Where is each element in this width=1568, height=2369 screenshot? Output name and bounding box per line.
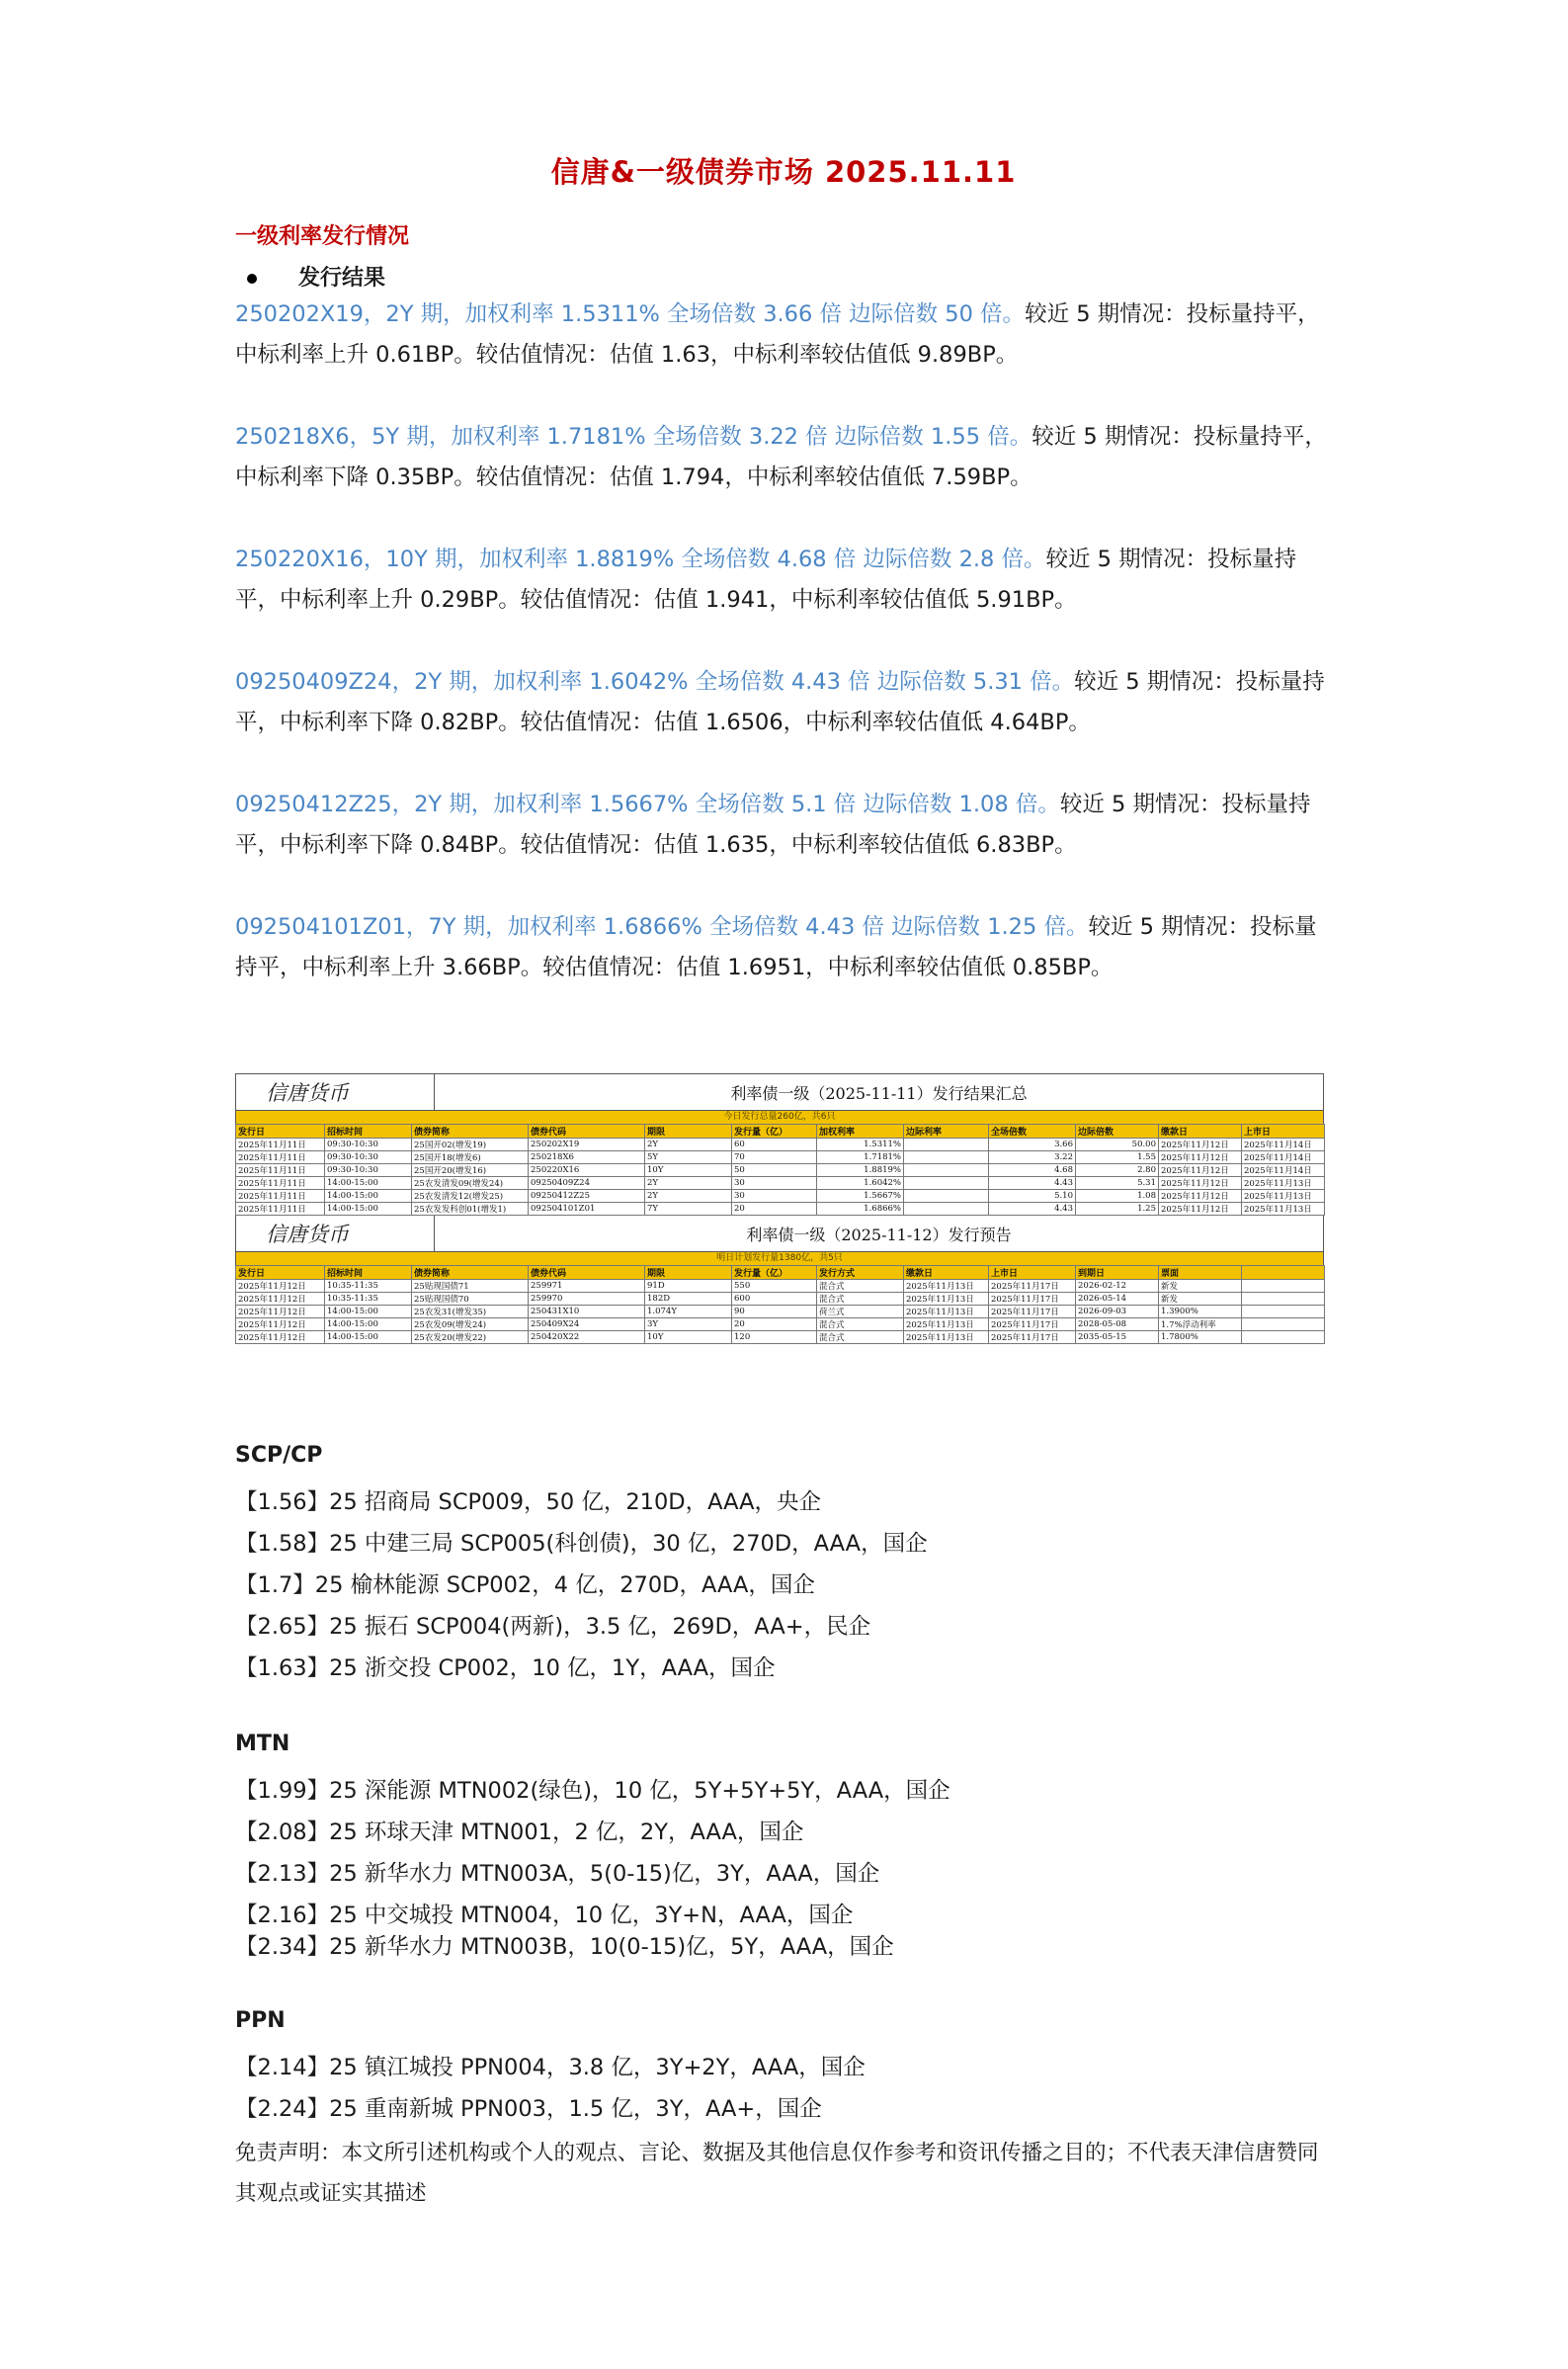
table-cell: 09:30-10:30 bbox=[325, 1164, 412, 1177]
table-cell: 2025年11月14日 bbox=[1242, 1151, 1325, 1164]
table-cell: 09:30-10:30 bbox=[325, 1139, 412, 1151]
table-cell: 90 bbox=[732, 1306, 817, 1318]
table-cell bbox=[904, 1203, 989, 1216]
section-title: 一级利率发行情况 bbox=[235, 224, 410, 249]
table-cell: 2025年11月11日 bbox=[236, 1164, 325, 1177]
table-cell: 1.55 bbox=[1076, 1151, 1159, 1164]
table-cell: 550 bbox=[732, 1280, 817, 1293]
result-paragraph bbox=[235, 785, 1332, 866]
summary-column-header: 期限 bbox=[645, 1125, 732, 1139]
summary-column-header: 发行量（亿） bbox=[732, 1125, 817, 1139]
table-cell: 1.8819% bbox=[817, 1164, 904, 1177]
table-cell: 91D bbox=[645, 1280, 732, 1293]
forecast-column-header: 缴款日 bbox=[904, 1266, 989, 1280]
table-cell: 2025年11月13日 bbox=[1242, 1190, 1325, 1203]
table-cell: 5.10 bbox=[989, 1190, 1076, 1203]
table-cell: 2025年11月13日 bbox=[904, 1318, 989, 1331]
table-cell: 1.3900% bbox=[1159, 1306, 1242, 1318]
result-detail: 较近 5 期情况：投标量持平，中标利率上升 3.66BP。较估值情况：估值 1.6951，中标利率较估值低 0.85BP。 bbox=[235, 914, 1317, 980]
bullet-label: 发行结果 bbox=[298, 266, 386, 291]
table-cell: 4.68 bbox=[989, 1164, 1076, 1177]
table-cell: 250202X19 bbox=[529, 1139, 645, 1151]
forecast-table-banner: 明日计划发行量1380亿，共5只 bbox=[235, 1252, 1324, 1265]
forecast-column-header bbox=[1242, 1266, 1325, 1280]
table-cell: 新发 bbox=[1159, 1280, 1242, 1293]
list-item: 【2.34】25 新华水力 MTN003B，10(0-15)亿，5Y，AAA，国企 bbox=[235, 1934, 894, 1960]
table-cell: 092504101Z01 bbox=[529, 1203, 645, 1216]
table-cell: 30 bbox=[732, 1177, 817, 1190]
table-cell: 1.7181% bbox=[817, 1151, 904, 1164]
table-cell: 10:35-11:35 bbox=[325, 1280, 412, 1293]
result-summary: 250202X19，2Y 期，加权利率 1.5311% 全场倍数 3.66 倍 边际倍数 50 倍。 bbox=[235, 301, 1026, 327]
table-cell: 14:00-15:00 bbox=[325, 1203, 412, 1216]
table-cell: 2026-05-14 bbox=[1076, 1293, 1159, 1306]
table-cell bbox=[904, 1164, 989, 1177]
forecast-table-header bbox=[235, 1216, 1324, 1252]
forecast-column-header: 债券简称 bbox=[412, 1266, 529, 1280]
summary-column-header: 发行日 bbox=[236, 1125, 325, 1139]
table-cell: 2026-09-03 bbox=[1076, 1306, 1159, 1318]
table-cell: 25农发09(增发24) bbox=[412, 1318, 529, 1331]
table-cell: 2025年11月12日 bbox=[1159, 1151, 1242, 1164]
table-cell: 2025年11月12日 bbox=[236, 1280, 325, 1293]
summary-table-logo: 信唐货币 bbox=[236, 1074, 435, 1110]
table-cell: 2025年11月11日 bbox=[236, 1190, 325, 1203]
table-cell: 2025年11月11日 bbox=[236, 1203, 325, 1216]
table-cell: 2025年11月17日 bbox=[989, 1280, 1076, 1293]
issuance-tables-image bbox=[235, 1073, 1324, 1344]
summary-column-header: 债券代码 bbox=[529, 1125, 645, 1139]
result-paragraph bbox=[235, 662, 1332, 743]
table-row bbox=[236, 1164, 1325, 1177]
table-cell: 1.6042% bbox=[817, 1177, 904, 1190]
list-item: 【1.56】25 招商局 SCP009，50 亿，210D，AAA，央企 bbox=[235, 1489, 822, 1515]
table-cell: 2025年11月13日 bbox=[1242, 1177, 1325, 1190]
table-cell: 1.7800% bbox=[1159, 1331, 1242, 1344]
forecast-column-header: 招标时间 bbox=[325, 1266, 412, 1280]
table-row bbox=[236, 1139, 1325, 1151]
table-cell: 1.25 bbox=[1076, 1203, 1159, 1216]
table-cell bbox=[1242, 1331, 1325, 1344]
table-cell: 25贴现国债70 bbox=[412, 1293, 529, 1306]
result-detail: 较近 5 期情况：投标量持平，中标利率下降 0.84BP。较估值情况：估值 1.635，中标利率较估值低 6.83BP。 bbox=[235, 792, 1311, 858]
table-cell: 5.31 bbox=[1076, 1177, 1159, 1190]
summary-column-header: 边际倍数 bbox=[1076, 1125, 1159, 1139]
table-cell: 25农发20(增发22) bbox=[412, 1331, 529, 1344]
table-cell: 2025年11月13日 bbox=[1242, 1203, 1325, 1216]
table-cell: 25农发清发09(增发24) bbox=[412, 1177, 529, 1190]
table-cell: 2025年11月12日 bbox=[1159, 1139, 1242, 1151]
table-cell: 25农发清发12(增发25) bbox=[412, 1190, 529, 1203]
table-cell: 2.80 bbox=[1076, 1164, 1159, 1177]
table-cell: 2025年11月17日 bbox=[989, 1331, 1076, 1344]
table-cell: 259970 bbox=[529, 1293, 645, 1306]
table-cell: 25农发发科创01(增发1) bbox=[412, 1203, 529, 1216]
list-item: 【1.58】25 中建三局 SCP005(科创债)，30 亿，270D，AAA，国企 bbox=[235, 1531, 928, 1557]
table-cell: 混合式 bbox=[817, 1318, 904, 1331]
table-cell: 2025年11月17日 bbox=[989, 1318, 1076, 1331]
forecast-column-header: 债券代码 bbox=[529, 1266, 645, 1280]
table-cell: 70 bbox=[732, 1151, 817, 1164]
summary-column-header: 缴款日 bbox=[1159, 1125, 1242, 1139]
table-cell bbox=[904, 1151, 989, 1164]
table-row bbox=[236, 1190, 1325, 1203]
summary-table-title: 利率债一级（2025-11-11）发行结果汇总 bbox=[730, 1083, 1028, 1103]
table-row bbox=[236, 1306, 1325, 1318]
table-cell: 2025年11月12日 bbox=[1159, 1177, 1242, 1190]
list-heading-scp-cp: SCP/CP bbox=[235, 1443, 323, 1468]
list-item: 【2.08】25 环球天津 MTN001，2 亿，2Y，AAA，国企 bbox=[235, 1819, 804, 1845]
table-cell: 2025年11月13日 bbox=[904, 1331, 989, 1344]
summary-column-header: 边际利率 bbox=[904, 1125, 989, 1139]
table-cell: 5Y bbox=[645, 1151, 732, 1164]
table-cell: 2025年11月12日 bbox=[236, 1318, 325, 1331]
table-cell: 新发 bbox=[1159, 1293, 1242, 1306]
result-detail: 较近 5 期情况：投标量持平，中标利率下降 0.82BP。较估值情况：估值 1.6506，中标利率较估值低 4.64BP。 bbox=[235, 669, 1325, 735]
bullet-heading bbox=[235, 261, 385, 292]
table-cell bbox=[1242, 1306, 1325, 1318]
table-row bbox=[236, 1318, 1325, 1331]
list-item: 【2.65】25 振石 SCP004(两新)，3.5 亿，269D，AA+，民企 bbox=[235, 1614, 871, 1640]
table-cell: 混合式 bbox=[817, 1331, 904, 1344]
table-cell bbox=[904, 1177, 989, 1190]
table-cell: 混合式 bbox=[817, 1293, 904, 1306]
table-cell: 14:00-15:00 bbox=[325, 1318, 412, 1331]
summary-column-header: 全场倍数 bbox=[989, 1125, 1076, 1139]
result-paragraph bbox=[235, 540, 1332, 621]
table-cell: 2Y bbox=[645, 1177, 732, 1190]
table-cell: 14:00-15:00 bbox=[325, 1306, 412, 1318]
forecast-column-header: 到期日 bbox=[1076, 1266, 1159, 1280]
forecast-header-row bbox=[236, 1266, 1325, 1280]
list-heading-mtn: MTN bbox=[235, 1732, 290, 1756]
forecast-table-title: 利率债一级（2025-11-12）发行预告 bbox=[746, 1225, 1012, 1244]
table-cell: 1.5667% bbox=[817, 1190, 904, 1203]
list-item: 【2.14】25 镇江城投 PPN004，3.8 亿，3Y+2Y，AAA，国企 bbox=[235, 2055, 866, 2080]
table-cell: 2025年11月12日 bbox=[236, 1331, 325, 1344]
table-cell bbox=[1242, 1318, 1325, 1331]
list-heading-ppn: PPN bbox=[235, 2008, 286, 2033]
table-cell: 2025年11月13日 bbox=[904, 1306, 989, 1318]
table-cell: 09250412Z25 bbox=[529, 1190, 645, 1203]
table-cell: 2025年11月12日 bbox=[1159, 1203, 1242, 1216]
table-row bbox=[236, 1280, 1325, 1293]
table-row bbox=[236, 1331, 1325, 1344]
table-cell: 250431X10 bbox=[529, 1306, 645, 1318]
table-cell: 1.5311% bbox=[817, 1139, 904, 1151]
result-summary: 09250409Z24，2Y 期，加权利率 1.6042% 全场倍数 4.43 倍 边际倍数 5.31 倍。 bbox=[235, 669, 1075, 695]
table-cell: 30 bbox=[732, 1190, 817, 1203]
list-item: 【2.13】25 新华水力 MTN003A，5(0-15)亿，3Y，AAA，国企 bbox=[235, 1861, 880, 1887]
table-cell: 20 bbox=[732, 1318, 817, 1331]
summary-table-banner: 今日发行总量260亿，共6只 bbox=[235, 1111, 1324, 1124]
list-item: 【2.24】25 重南新城 PPN003，1.5 亿，3Y，AA+，国企 bbox=[235, 2096, 822, 2122]
table-cell: 50 bbox=[732, 1164, 817, 1177]
table-cell: 2035-05-15 bbox=[1076, 1331, 1159, 1344]
table-cell: 4.43 bbox=[989, 1203, 1076, 1216]
summary-header-row bbox=[236, 1125, 1325, 1139]
table-cell: 14:00-15:00 bbox=[325, 1190, 412, 1203]
list-item: 【1.7】25 榆林能源 SCP002，4 亿，270D，AAA，国企 bbox=[235, 1572, 815, 1598]
table-cell bbox=[1242, 1293, 1325, 1306]
table-cell: 1.6866% bbox=[817, 1203, 904, 1216]
table-cell: 1.074Y bbox=[645, 1306, 732, 1318]
table-cell: 3.66 bbox=[989, 1139, 1076, 1151]
summary-column-header: 债券简称 bbox=[412, 1125, 529, 1139]
table-cell: 60 bbox=[732, 1139, 817, 1151]
forecast-column-header: 票面 bbox=[1159, 1266, 1242, 1280]
table-row bbox=[236, 1151, 1325, 1164]
table-cell: 250218X6 bbox=[529, 1151, 645, 1164]
table-cell: 2Y bbox=[645, 1139, 732, 1151]
table-cell: 259971 bbox=[529, 1280, 645, 1293]
table-cell: 2Y bbox=[645, 1190, 732, 1203]
list-item: 【2.16】25 中交城投 MTN004，10 亿，3Y+N，AAA，国企 bbox=[235, 1903, 854, 1928]
table-cell: 2025年11月13日 bbox=[904, 1280, 989, 1293]
result-summary: 09250412Z25，2Y 期，加权利率 1.5667% 全场倍数 5.1 倍 边际倍数 1.08 倍。 bbox=[235, 792, 1060, 817]
summary-column-header: 加权利率 bbox=[817, 1125, 904, 1139]
table-row bbox=[236, 1177, 1325, 1190]
table-cell: 2026-02-12 bbox=[1076, 1280, 1159, 1293]
table-cell: 09250409Z24 bbox=[529, 1177, 645, 1190]
forecast-column-header: 发行方式 bbox=[817, 1266, 904, 1280]
result-detail: 较近 5 期情况：投标量持平，中标利率上升 0.29BP。较估值情况：估值 1.941，中标利率较估值低 5.91BP。 bbox=[235, 547, 1297, 613]
table-cell bbox=[1242, 1280, 1325, 1293]
table-cell: 1.08 bbox=[1076, 1190, 1159, 1203]
table-cell: 09:30-10:30 bbox=[325, 1151, 412, 1164]
table-cell: 3.22 bbox=[989, 1151, 1076, 1164]
result-paragraph bbox=[235, 907, 1332, 988]
table-cell: 2025年11月12日 bbox=[236, 1293, 325, 1306]
bullet-dot-icon bbox=[247, 274, 257, 284]
summary-column-header: 招标时间 bbox=[325, 1125, 412, 1139]
table-cell: 1.7%浮动利率 bbox=[1159, 1318, 1242, 1331]
table-cell: 2025年11月11日 bbox=[236, 1139, 325, 1151]
table-cell: 20 bbox=[732, 1203, 817, 1216]
table-cell: 2025年11月12日 bbox=[1159, 1190, 1242, 1203]
result-summary: 250218X6，5Y 期，加权利率 1.7181% 全场倍数 3.22 倍 边际倍数 1.55 倍。 bbox=[235, 424, 1032, 450]
table-cell: 250220X16 bbox=[529, 1164, 645, 1177]
table-cell bbox=[904, 1139, 989, 1151]
result-paragraph bbox=[235, 295, 1332, 376]
table-cell: 混合式 bbox=[817, 1280, 904, 1293]
table-cell: 2028-05-08 bbox=[1076, 1318, 1159, 1331]
list-item: 【1.99】25 深能源 MTN002(绿色)，10 亿，5Y+5Y+5Y，AAA，国企 bbox=[235, 1778, 950, 1804]
table-cell: 2025年11月17日 bbox=[989, 1293, 1076, 1306]
disclaimer-text: 免责声明：本文所引述机构或个人的观点、言论、数据及其他信息仅作参考和资讯传播之目的；不代表天津信唐赞同其观点或证实其描述 bbox=[235, 2141, 1319, 2206]
table-cell: 7Y bbox=[645, 1203, 732, 1216]
forecast-column-header: 发行日 bbox=[236, 1266, 325, 1280]
table-cell: 2025年11月14日 bbox=[1242, 1139, 1325, 1151]
table-cell: 25国开02(增发19) bbox=[412, 1139, 529, 1151]
table-cell: 25贴现国债71 bbox=[412, 1280, 529, 1293]
table-cell: 10Y bbox=[645, 1331, 732, 1344]
table-cell: 2025年11月12日 bbox=[236, 1306, 325, 1318]
table-cell: 2025年11月11日 bbox=[236, 1151, 325, 1164]
table-cell: 14:00-15:00 bbox=[325, 1177, 412, 1190]
table-cell: 10:35-11:35 bbox=[325, 1293, 412, 1306]
result-paragraph bbox=[235, 417, 1332, 498]
table-cell: 10Y bbox=[645, 1164, 732, 1177]
result-summary: 250220X16，10Y 期，加权利率 1.8819% 全场倍数 4.68 倍 边际倍数 2.8 倍。 bbox=[235, 547, 1046, 572]
table-cell: 3Y bbox=[645, 1318, 732, 1331]
summary-column-header: 上市日 bbox=[1242, 1125, 1325, 1139]
table-cell: 250420X22 bbox=[529, 1331, 645, 1344]
result-summary: 092504101Z01，7Y 期，加权利率 1.6866% 全场倍数 4.43 倍 边际倍数 1.25 倍。 bbox=[235, 914, 1089, 940]
table-cell: 2025年11月13日 bbox=[904, 1293, 989, 1306]
summary-table-header bbox=[235, 1073, 1324, 1111]
table-row bbox=[236, 1293, 1325, 1306]
table-cell: 2025年11月17日 bbox=[989, 1306, 1076, 1318]
table-cell: 182D bbox=[645, 1293, 732, 1306]
forecast-table bbox=[235, 1265, 1325, 1344]
table-cell: 荷兰式 bbox=[817, 1306, 904, 1318]
list-item: 【1.63】25 浙交投 CP002，10 亿，1Y，AAA，国企 bbox=[235, 1655, 776, 1681]
page-title: 信唐&一级债券市场 2025.11.11 bbox=[550, 155, 1017, 189]
table-cell: 250409X24 bbox=[529, 1318, 645, 1331]
table-cell: 25国开18(增发6) bbox=[412, 1151, 529, 1164]
table-cell: 50.00 bbox=[1076, 1139, 1159, 1151]
table-cell: 120 bbox=[732, 1331, 817, 1344]
table-cell: 600 bbox=[732, 1293, 817, 1306]
table-row bbox=[236, 1203, 1325, 1216]
table-cell: 2025年11月11日 bbox=[236, 1177, 325, 1190]
table-cell: 25国开20(增发16) bbox=[412, 1164, 529, 1177]
summary-table bbox=[235, 1124, 1325, 1216]
result-detail: 较近 5 期情况：投标量持平，中标利率上升 0.61BP。较估值情况：估值 1.63，中标利率较估值低 9.89BP。 bbox=[235, 301, 1320, 368]
result-detail: 较近 5 期情况：投标量持平，中标利率下降 0.35BP。较估值情况：估值 1.794，中标利率较估值低 7.59BP。 bbox=[235, 424, 1327, 490]
forecast-column-header: 发行量（亿） bbox=[732, 1266, 817, 1280]
table-cell: 25农发31(增发35) bbox=[412, 1306, 529, 1318]
forecast-table-logo: 信唐货币 bbox=[236, 1216, 435, 1251]
table-cell: 2025年11月12日 bbox=[1159, 1164, 1242, 1177]
table-cell bbox=[904, 1190, 989, 1203]
table-cell: 14:00-15:00 bbox=[325, 1331, 412, 1344]
table-cell: 4.43 bbox=[989, 1177, 1076, 1190]
forecast-column-header: 上市日 bbox=[989, 1266, 1076, 1280]
forecast-column-header: 期限 bbox=[645, 1266, 732, 1280]
table-cell: 2025年11月14日 bbox=[1242, 1164, 1325, 1177]
